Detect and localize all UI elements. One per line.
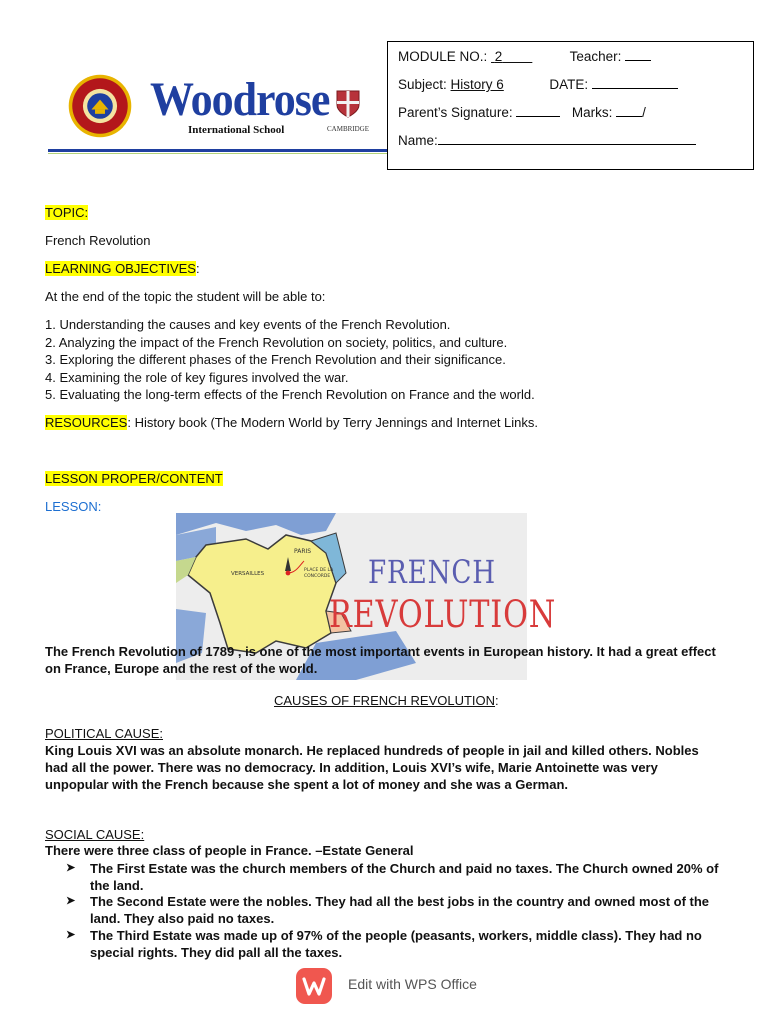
social-cause-intro: There were three class of people in France. –Estate General — [45, 843, 414, 858]
school-name: Woodrose — [150, 73, 330, 126]
school-seal-icon — [68, 74, 132, 138]
list-item: ➤ The Third Estate was made up of 97% of the people (peasants, workers, middle class). They had no special rights. They did pall all the taxes. — [66, 928, 702, 960]
image-title-line1: FRENCH — [368, 553, 496, 591]
intro-paragraph: The French Revolution of 1789 , is one of the most important events in European history. It had a great effect on France, Europe and the rest of the world. — [45, 644, 716, 676]
topic-value: French Revolution — [45, 233, 151, 248]
module-value: 2 — [494, 49, 503, 64]
list-item: ➤ The Second Estate were the nobles. They had all the best jobs in the country and owned most of the land. They also paid no taxes. — [66, 894, 710, 926]
arrow-bullet-icon: ➤ — [66, 862, 76, 874]
date-field[interactable] — [592, 88, 678, 89]
map-label: CONCORDE — [304, 574, 331, 579]
map-label: PLACE DE LA — [304, 568, 334, 573]
signature-field[interactable] — [516, 116, 560, 117]
date-label: DATE: — [549, 77, 589, 92]
teacher-label: Teacher: — [569, 49, 622, 64]
map-label: PARIS — [294, 548, 312, 555]
subject-value: History 6 — [450, 77, 504, 92]
name-field[interactable] — [438, 144, 696, 145]
arrow-bullet-icon: ➤ — [66, 895, 76, 907]
module-info-box — [387, 41, 754, 170]
lesson-proper-heading: LESSON PROPER/CONTENT — [45, 471, 223, 486]
resources-line — [45, 414, 538, 432]
topic-heading: TOPIC: — [45, 205, 89, 220]
name-label: Name: — [398, 133, 438, 148]
module-label: MODULE NO.: — [398, 49, 488, 64]
signature-label: Parent’s Signature: — [398, 105, 513, 120]
cambridge-label: CAMBRIDGE — [327, 125, 370, 133]
objectives-heading: LEARNING OBJECTIVES: — [45, 261, 200, 276]
objectives-intro: At the end of the topic the student will be able to: — [45, 289, 326, 304]
school-subtitle: International School — [188, 124, 285, 136]
teacher-field[interactable] — [625, 60, 651, 61]
school-logo — [48, 60, 378, 150]
resources-text: : History book (The Modern World by Terry Jennings and Internet Links. — [127, 415, 539, 430]
wps-edit-button[interactable] — [294, 966, 494, 1006]
objective-item: 3. Exploring the different phases of the French Revolution and their significance. — [45, 352, 506, 367]
image-title-line2: REVOLUTION — [329, 593, 557, 636]
header-divider-accent — [48, 153, 387, 154]
marks-field[interactable] — [616, 116, 642, 117]
political-cause-text: King Louis XVI was an absolute monarch. He replaced hundreds of people in jail and killed others. Nobles had all the power. There was no democracy. In addition, Louis XVI’s wife, Marie Antoinette was very unpopular with the French because she spent a lot of money and she was a German. — [45, 743, 699, 792]
objective-item: 5. Evaluating the long-term effects of the French Revolution on France and the world. — [45, 387, 535, 402]
list-item: ➤ The First Estate was the church members of the Church and paid no taxes. The Church owned 20% of the land. — [66, 861, 719, 893]
map-label: VERSAILLES — [231, 571, 265, 577]
objective-item: 1. Understanding the causes and key events of the French Revolution. — [45, 317, 451, 332]
objective-item: 4. Examining the role of key figures involved the war. — [45, 369, 349, 385]
objective-item: 2. Analyzing the impact of the French Revolution on society, politics, and culture. — [45, 334, 508, 350]
objectives-list — [45, 316, 745, 404]
lesson-heading: LESSON: — [45, 499, 102, 514]
social-cause-heading: SOCIAL CAUSE: — [45, 827, 145, 842]
arrow-bullet-icon: ➤ — [66, 929, 76, 941]
marks-label: Marks: — [571, 105, 613, 120]
resources-label: RESOURCES — [45, 415, 128, 430]
wps-logo-icon — [296, 968, 332, 1004]
marks-suffix: / — [642, 105, 646, 120]
subject-label: Subject: — [398, 77, 447, 92]
political-cause-heading: POLITICAL CAUSE: — [45, 726, 163, 741]
causes-heading: CAUSES OF FRENCH REVOLUTION: — [274, 693, 499, 708]
cambridge-crest-icon — [336, 90, 360, 118]
header-divider — [48, 149, 387, 152]
wps-edit-label: Edit with WPS Office — [348, 976, 477, 992]
